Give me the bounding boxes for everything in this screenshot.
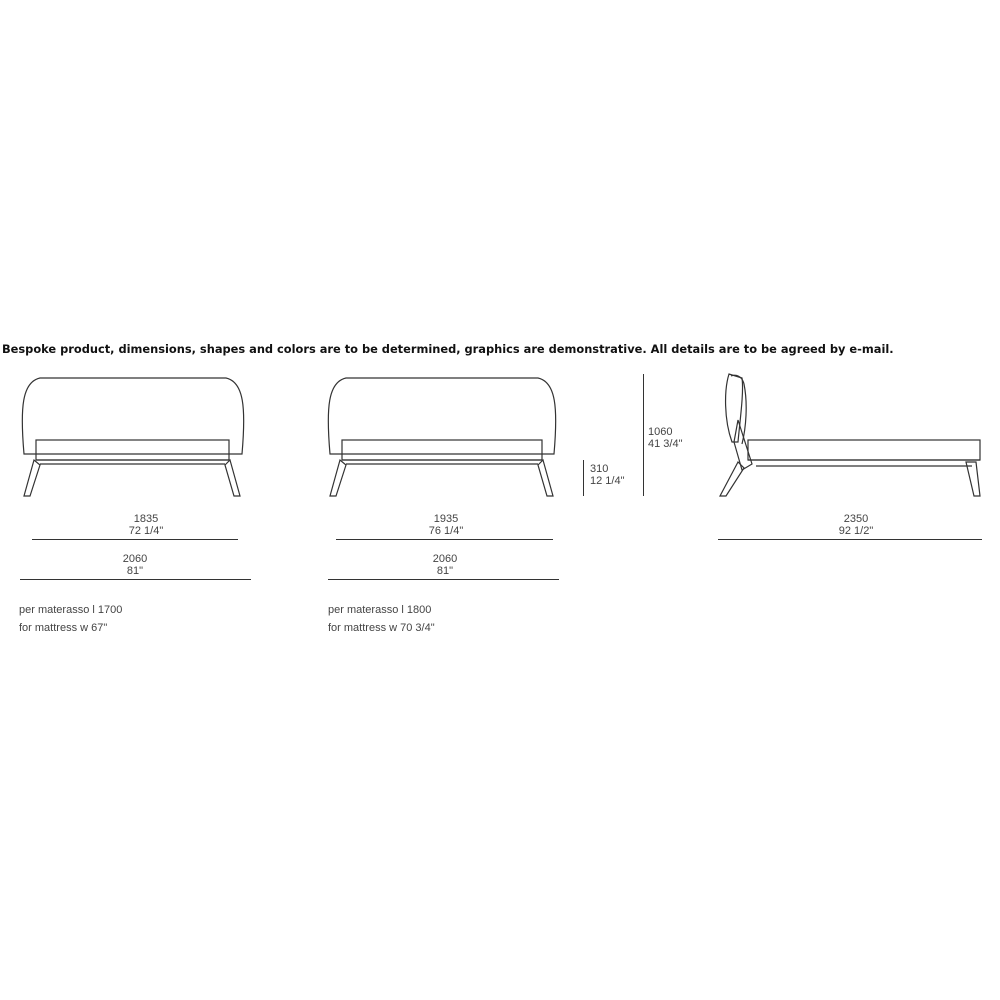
bed1-length-dimension (85, 553, 185, 577)
bed2-width-in: 76 1/4" (428, 525, 464, 537)
bed2-length-line (328, 579, 559, 580)
seat-height-mm: 310 (590, 463, 609, 475)
disclaimer-notice: Bespoke product, dimensions, shapes and colors are to be determined, graphics are demonstrative. All details are to be agreed by e-mail. (2, 342, 894, 356)
front-leg (966, 462, 980, 496)
front-view-bed-1835 (22, 378, 243, 496)
right-leg (225, 460, 240, 496)
bed1-width-in: 72 1/4" (128, 525, 164, 537)
left-leg (330, 460, 346, 496)
headboard-side-outline (726, 374, 743, 442)
mattress-side (748, 440, 980, 460)
seat-height-dimension (590, 463, 625, 487)
bed2-mattress-note (328, 601, 435, 637)
support-bracket (734, 420, 752, 470)
bed1-note-en: for mattress w 67" (19, 622, 108, 634)
bed2-note-it: per materasso l 1800 (328, 604, 432, 616)
front-view-bed-1935 (328, 378, 555, 496)
headboard-height-line (643, 374, 644, 496)
left-leg (24, 460, 40, 496)
seat-height-in: 12 1/4" (590, 475, 625, 487)
headboard-outline (328, 378, 555, 454)
right-leg (538, 460, 553, 496)
side-length-mm: 2350 (843, 513, 869, 525)
headboard-outline (22, 378, 243, 454)
headboard-height-in: 41 3/4" (648, 438, 683, 450)
bed2-width-mm: 1935 (433, 513, 459, 525)
side-length-dimension (806, 513, 906, 537)
side-view-bed (720, 374, 980, 496)
bed2-length-mm: 2060 (432, 553, 458, 565)
bed2-length-in: 81" (436, 565, 454, 577)
bed1-mattress-note (19, 601, 122, 637)
bed1-width-mm: 1835 (133, 513, 159, 525)
bed2-note-en: for mattress w 70 3/4" (328, 622, 435, 634)
mattress-outline (36, 440, 229, 460)
bed1-width-line (32, 539, 238, 540)
bed1-length-line (20, 579, 251, 580)
bed2-length-dimension (395, 553, 495, 577)
bed2-width-dimension (396, 513, 496, 537)
bed1-length-in: 81" (126, 565, 144, 577)
side-length-in: 92 1/2" (838, 525, 874, 537)
bed1-length-mm: 2060 (122, 553, 148, 565)
bed1-width-dimension (96, 513, 196, 537)
seat-height-line (583, 460, 584, 496)
headboard-height-dimension (648, 426, 683, 450)
bed1-note-it: per materasso l 1700 (19, 604, 123, 616)
bed2-width-line (336, 539, 553, 540)
side-length-line (718, 539, 982, 540)
mattress-outline (342, 440, 542, 460)
rear-leg (720, 462, 744, 496)
headboard-height-mm: 1060 (648, 426, 673, 438)
